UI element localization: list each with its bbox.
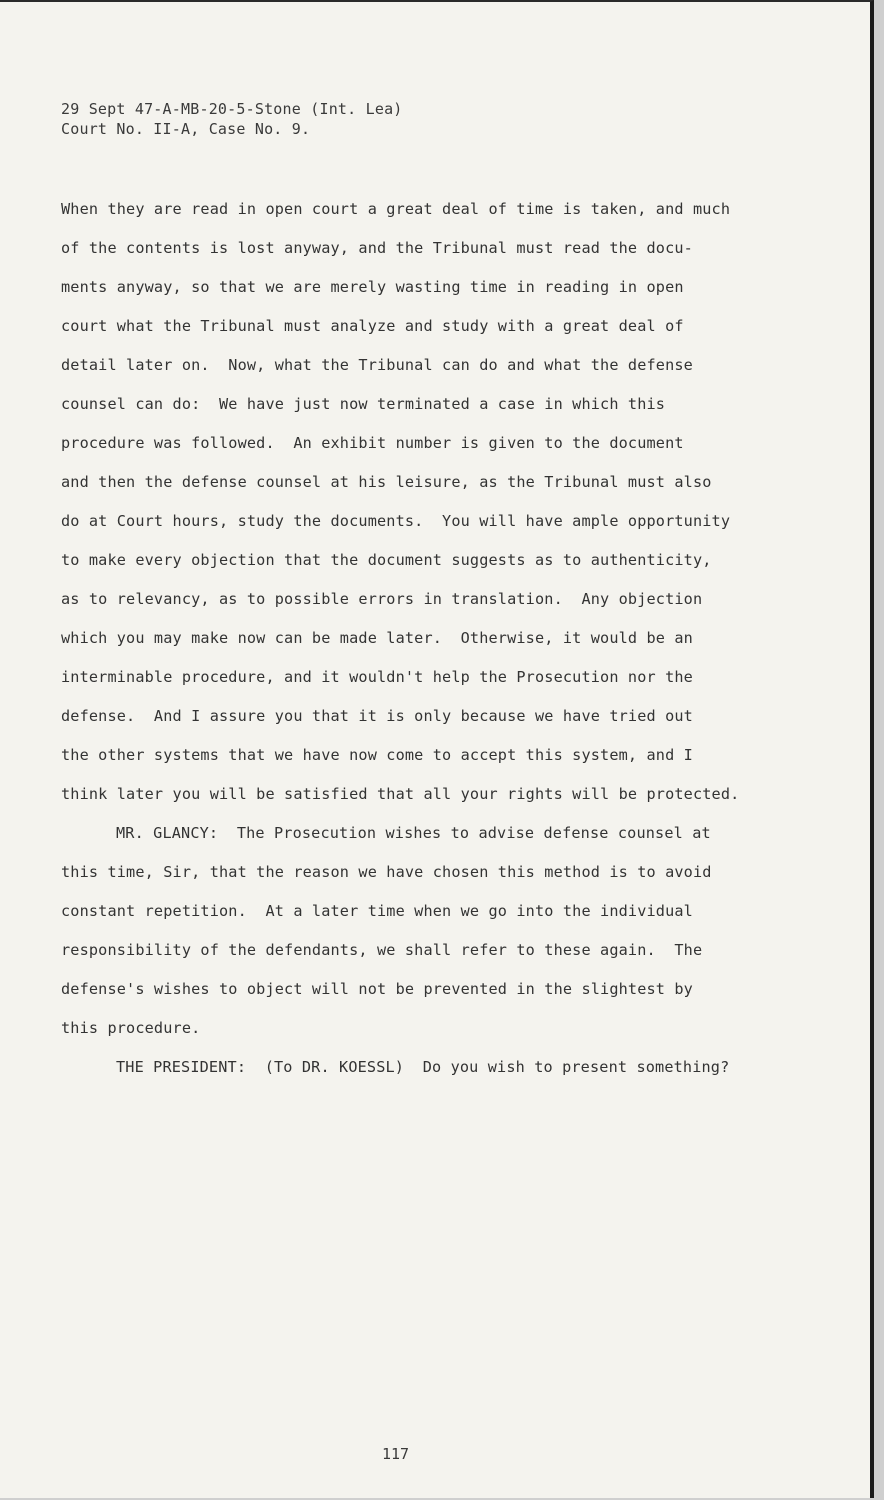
transcript-line: interminable procedure, and it wouldn't help the Prosecution nor the <box>61 668 693 686</box>
speaker-line-glancy: MR. GLANCY: The Prosecution wishes to advise defense counsel at <box>116 824 711 842</box>
header-court-line: Court No. II-A, Case No. 9. <box>61 120 311 138</box>
transcript-line: to make every objection that the document suggests as to authenticity, <box>61 551 712 569</box>
speaker-line-president: THE PRESIDENT: (To DR. KOESSL) Do you wish to present something? <box>116 1058 730 1076</box>
transcript-line: When they are read in open court a great deal of time is taken, and much <box>61 200 731 218</box>
transcript-line: which you may make now can be made later. Otherwise, it would be an <box>61 629 693 647</box>
transcript-line: counsel can do: We have just now terminated a case in which this <box>61 395 666 413</box>
document-header <box>61 99 403 139</box>
page-number: 117 <box>382 1445 410 1463</box>
transcript-line: and then the defense counsel at his leisure, as the Tribunal must also <box>61 473 712 491</box>
header-session-line: 29 Sept 47-A-MB-20-5-Stone (Int. Lea) <box>61 100 403 118</box>
transcript-line: detail later on. Now, what the Tribunal can do and what the defense <box>61 356 693 374</box>
transcript-line: procedure was followed. An exhibit number is given to the document <box>61 434 684 452</box>
transcript-line: the other systems that we have now come to accept this system, and I <box>61 746 693 764</box>
transcript-line: ments anyway, so that we are merely wasting time in reading in open <box>61 278 684 296</box>
transcript-line: of the contents is lost anyway, and the Tribunal must read the docu- <box>61 239 693 257</box>
transcript-line: do at Court hours, study the documents. You will have ample opportunity <box>61 512 731 530</box>
transcript-line: this time, Sir, that the reason we have chosen this method is to avoid <box>61 863 712 881</box>
transcript-line: defense. And I assure you that it is only because we have tried out <box>61 707 693 725</box>
transcript-line: responsibility of the defendants, we shall refer to these again. The <box>61 941 703 959</box>
transcript-line: as to relevancy, as to possible errors in translation. Any objection <box>61 590 703 608</box>
transcript-body <box>61 196 739 1093</box>
transcript-line: defense's wishes to object will not be prevented in the slightest by <box>61 980 693 998</box>
transcript-line: this procedure. <box>61 1019 201 1037</box>
transcript-line: court what the Tribunal must analyze and study with a great deal of <box>61 317 684 335</box>
transcript-line: constant repetition. At a later time when we go into the individual <box>61 902 693 920</box>
transcript-line: think later you will be satisfied that all your rights will be protected. <box>61 785 740 803</box>
